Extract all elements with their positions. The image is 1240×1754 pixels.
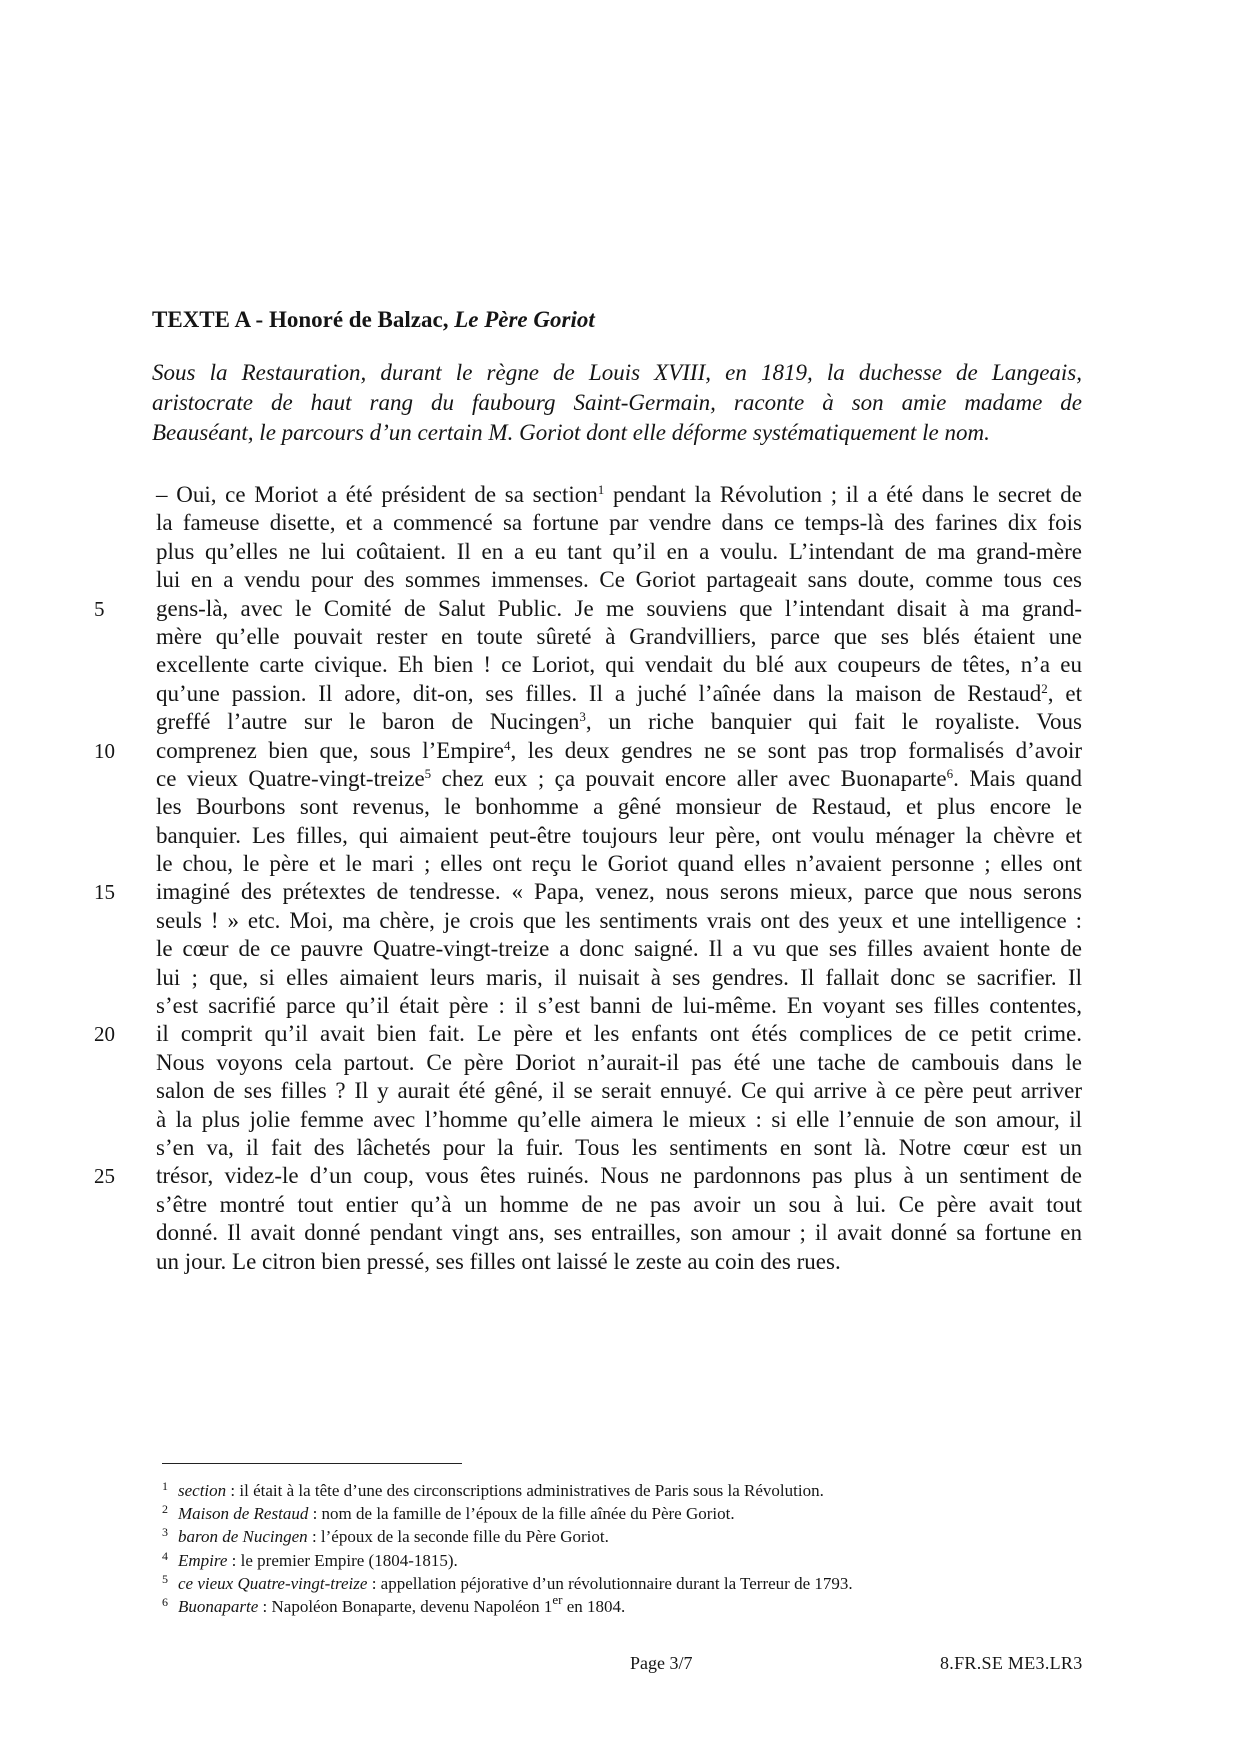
intro-paragraph — [152, 358, 1082, 448]
text-line — [156, 680, 1082, 708]
text-line — [156, 850, 1082, 878]
footnote — [162, 1502, 853, 1525]
line-text: imaginé des prétextes de tendresse. « Papa, venez, nous serons mieux, parce que nous serons — [156, 879, 1082, 905]
text-line — [94, 737, 1082, 765]
text-line — [94, 1162, 1082, 1190]
footnote-ref: 4 — [504, 737, 511, 753]
line-text: trésor, videz-le d’un coup, vous êtes ruinés. Nous ne pardonnons pas plus à un sentiment de — [156, 1163, 1082, 1189]
footnote-text: : l’époux de la seconde fille du Père Goriot. — [307, 1527, 609, 1547]
footnote-number: 2 — [162, 1502, 168, 1517]
text-line — [156, 481, 1082, 509]
line-text: pendant la Révolution ; il a été dans le secret de — [604, 482, 1082, 507]
line-text: chez eux ; ça pouvait encore aller avec Buonaparte — [431, 765, 947, 791]
intro-line: Beauséant, le parcours d’un certain M. Goriot dont elle déforme systématiquement le nom. — [152, 420, 990, 445]
line-text: excellente carte civique. Eh bien ! ce Loriot, qui vendait du blé aux coupeurs de têtes, n’a eu — [156, 652, 1082, 678]
line-text: s’est sacrifié parce qu’il était père : il s’est banni de lui-même. En voyant ses filles contentes, — [156, 993, 1082, 1019]
text-line — [156, 935, 1082, 963]
text-line — [156, 651, 1082, 679]
footnote-term: Buonaparte — [178, 1597, 259, 1617]
line-number: 5 — [94, 596, 105, 621]
intro-line: aristocrate de haut rang du faubourg Saint-Germain, raconte à son amie madame de — [152, 390, 1082, 415]
footnote-text: : nom de la famille de l’époux de la fille aînée du Père Goriot. — [308, 1504, 735, 1524]
footnote-text: : il était à la tête d’une des circonscriptions administratives de Paris sous la Révolution. — [226, 1481, 824, 1500]
line-text: – Oui, ce Moriot a été président de sa section — [156, 482, 598, 507]
footnote-number: 1 — [162, 1479, 168, 1493]
footnote-text: en 1804. — [562, 1597, 626, 1617]
text-line — [94, 595, 1082, 623]
footnote-number: 3 — [162, 1525, 168, 1540]
line-text: gens-là, avec le Comité de Salut Public. Je me souviens que l’intendant disait à ma grand- — [156, 595, 1082, 621]
line-text: la fameuse disette, et a commencé sa fortune par vendre dans ce temps-là des farines dix fois — [156, 510, 1082, 536]
text-line — [156, 1191, 1082, 1219]
line-text: le chou, le père et le mari ; elles ont reçu le Goriot quand elles n’avaient personne ; elles ont — [156, 851, 1082, 877]
line-text: qu’une passion. Il adore, dit-on, ses filles. Il a juché l’aînée dans la maison de Restaud — [156, 680, 1042, 706]
line-text: donné. Il avait donné pendant vingt ans, ses entrailles, son amour ; il avait donné sa fortune en — [156, 1220, 1082, 1246]
line-text: comprenez bien que, sous l’Empire — [156, 737, 505, 763]
line-text: salon de ses filles ? Il y aurait été gêné, il se serait ennuyé. Ce qui arrive à ce père peut arriver — [156, 1078, 1082, 1104]
text-line — [94, 878, 1082, 906]
footnote-ref: 1 — [597, 482, 605, 497]
line-text: s’en va, il fait des lâchetés pour la fuir. Tous les sentiments en sont là. Notre cœur est un — [156, 1134, 1082, 1160]
text-heading — [152, 307, 595, 333]
line-text: banquier. Les filles, qui aimaient peut-être toujours leur père, ont voulu ménager la chèvre et — [156, 822, 1082, 848]
line-text: greffé l’autre sur le baron de Nucingen — [156, 709, 580, 735]
text-line — [156, 708, 1082, 736]
footnote-term: section — [178, 1481, 227, 1500]
line-text: il comprit qu’il avait bien fait. Le père et les enfants ont étés complices de ce petit crime. — [156, 1021, 1082, 1047]
text-line — [156, 964, 1082, 992]
text-line — [156, 1219, 1082, 1247]
text-line — [94, 1020, 1082, 1048]
footnote — [162, 1549, 853, 1572]
line-text: lui en a vendu pour des sommes immenses. Ce Goriot partageait sans doute, comme tous ces — [156, 567, 1082, 593]
footnote-term: baron de Nucingen — [178, 1527, 308, 1547]
line-text: , un riche banquier qui fait le royaliste. Vous — [585, 709, 1082, 735]
text-line — [156, 992, 1082, 1020]
footnote-number: 6 — [162, 1595, 168, 1610]
line-text: s’être montré tout entier qu’à un homme de ne pas avoir un sou à lui. Ce père avait tout — [156, 1191, 1082, 1217]
text-line — [156, 1077, 1082, 1105]
footnote-ref: 3 — [579, 709, 586, 725]
text-line — [156, 1134, 1082, 1162]
text-line — [156, 509, 1082, 537]
line-text: les Bourbons sont revenus, le bonhomme a gêné monsieur de Restaud, et plus encore le — [156, 794, 1082, 820]
line-number: 15 — [94, 880, 115, 905]
footnote-text: : le premier Empire (1804-1815). — [227, 1550, 458, 1570]
footnote-text: : appellation péjorative d’un révolutionnaire durant la Terreur de 1793. — [367, 1573, 853, 1593]
footnote-ref: 2 — [1041, 680, 1048, 696]
line-text: , et — [1047, 680, 1082, 706]
heading-label: TEXTE A - Honoré de Balzac, — [152, 307, 449, 332]
line-text: mère qu’elle pouvait rester en toute sûreté à Grandvilliers, parce que ses blés étaient une — [156, 623, 1082, 649]
line-text: plus qu’elles ne lui coûtaient. Il en a eu tant qu’il en a voulu. L’intendant de ma grand-mère — [156, 538, 1082, 564]
footnote-number: 5 — [162, 1571, 168, 1586]
text-line — [156, 1248, 1082, 1276]
line-number: 10 — [94, 738, 115, 763]
ordinal-suffix: er — [552, 1592, 563, 1608]
line-text: seuls ! » etc. Moi, ma chère, je crois que les sentiments vrais ont des yeux et une intelligence : — [156, 907, 1082, 933]
text-line — [156, 623, 1082, 651]
footnote — [162, 1572, 853, 1595]
footnote-ref: 5 — [424, 765, 432, 781]
line-text: ce vieux Quatre-vingt-treize — [156, 765, 425, 791]
work-title: Le Père Goriot — [454, 307, 595, 332]
intro-line: Sous la Restauration, durant le règne de Louis XVIII, en 1819, la duchesse de Langeais, — [152, 360, 1082, 385]
text-line — [156, 907, 1082, 935]
line-text: un jour. Le citron bien pressé, ses filles ont laissé le zeste au coin des rues. — [156, 1248, 841, 1274]
text-line — [156, 765, 1082, 793]
line-text: Nous voyons cela partout. Ce père Doriot n’aurait-il pas été une tache de cambouis dans le — [156, 1049, 1082, 1075]
text-line — [156, 1049, 1082, 1077]
text-line — [156, 793, 1082, 821]
text-line — [156, 566, 1082, 594]
footnote-separator — [162, 1463, 462, 1464]
footnotes — [162, 1479, 853, 1618]
line-text: , les deux gendres ne se sont pas trop formalisés d’avoir — [510, 737, 1082, 763]
text-line — [156, 822, 1082, 850]
page-number: Page 3/7 — [630, 1653, 693, 1673]
excerpt-body — [94, 481, 1082, 1276]
line-number: 25 — [94, 1164, 115, 1189]
line-text: lui ; que, si elles aimaient leurs maris, il nuisait à ses gendres. Il fallait donc se sacrifier. Il — [156, 964, 1082, 990]
footnote-term: Empire — [178, 1550, 228, 1570]
footnote — [162, 1592, 853, 1618]
document-code: 8.FR.SE ME3.LR3 — [940, 1653, 1083, 1673]
line-text: le cœur de ce pauvre Quatre-vingt-treize a donc saigné. Il a vu que ses filles avaient honte de — [156, 936, 1082, 962]
text-line — [156, 538, 1082, 566]
footnote-text: : Napoléon Bonaparte, devenu Napoléon 1 — [258, 1597, 553, 1617]
footnote-term: Maison de Restaud — [178, 1504, 309, 1524]
line-number: 20 — [94, 1022, 115, 1047]
footnote-ref: 6 — [946, 765, 954, 781]
footnote-number: 4 — [162, 1548, 168, 1563]
footnote — [162, 1479, 853, 1502]
text-line — [156, 1106, 1082, 1134]
line-text: à la plus jolie femme avec l’homme qu’elle aimera le mieux : si elle l’ennuie de son amour, il — [156, 1106, 1082, 1132]
footnote-term: ce vieux Quatre-vingt-treize — [178, 1573, 368, 1593]
line-text: . Mais quand — [953, 765, 1082, 791]
footnote — [162, 1525, 853, 1548]
